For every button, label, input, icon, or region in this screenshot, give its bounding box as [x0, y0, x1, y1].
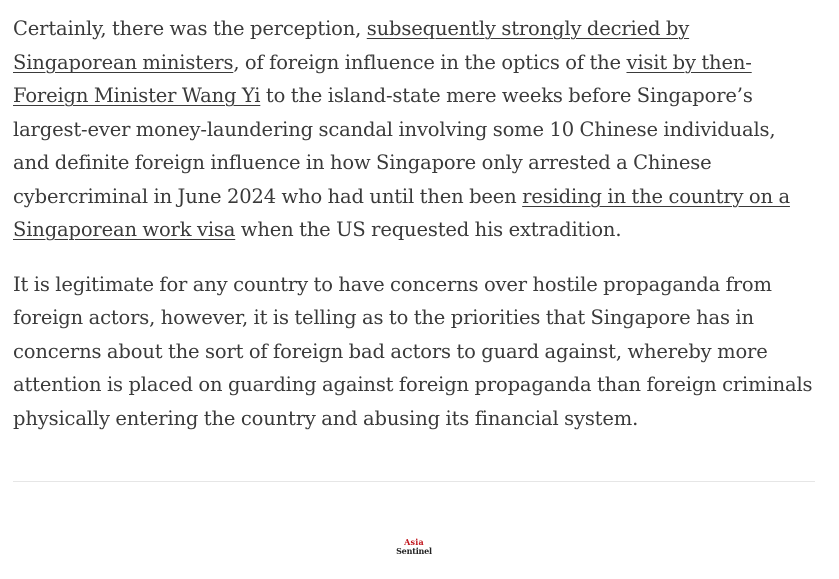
logo-line-asia: Asia: [404, 537, 424, 547]
paragraph-1: [13, 12, 815, 247]
ministers-decried-link[interactable]: subsequently strongly decried by Singaporean ministers: [13, 17, 690, 74]
logo-line-sentinel: Sentinel: [396, 546, 432, 556]
paragraph-1-text-4: when the US requested his extradition.: [235, 218, 622, 241]
article-body: [13, 12, 815, 435]
wang-yi-visit-link[interactable]: visit by then-Foreign Minister Wang Yi: [13, 50, 752, 107]
paragraph-2: It is legitimate for any country to have concerns over hostile propaganda from foreign actors, however, it is telling as to the priorities that Singapore has in concerns about the sort of foreign bad actors to guard against, whereby more attention is placed on guarding against foreign propaganda than foreign criminals physically entering the country and abusing its financial system.: [13, 272, 813, 430]
paragraph-1-text-1: Certainly, there was the perception,: [13, 17, 367, 40]
footer-divider: [13, 481, 815, 482]
work-visa-link[interactable]: residing in the country on a Singaporean work visa: [13, 184, 790, 241]
paragraph-1-text-3: to the island-state mere weeks before Singapore’s largest-ever money-laundering scandal involving some 10 Chinese individuals, and definite foreign influence in how Singapore only arrested a Chinese cybercriminal in June 2024 who had until then been: [13, 84, 776, 208]
paragraph-1-text-2: , of foreign influence in the optics of the: [233, 50, 627, 74]
asia-sentinel-logo[interactable]: [393, 538, 435, 555]
